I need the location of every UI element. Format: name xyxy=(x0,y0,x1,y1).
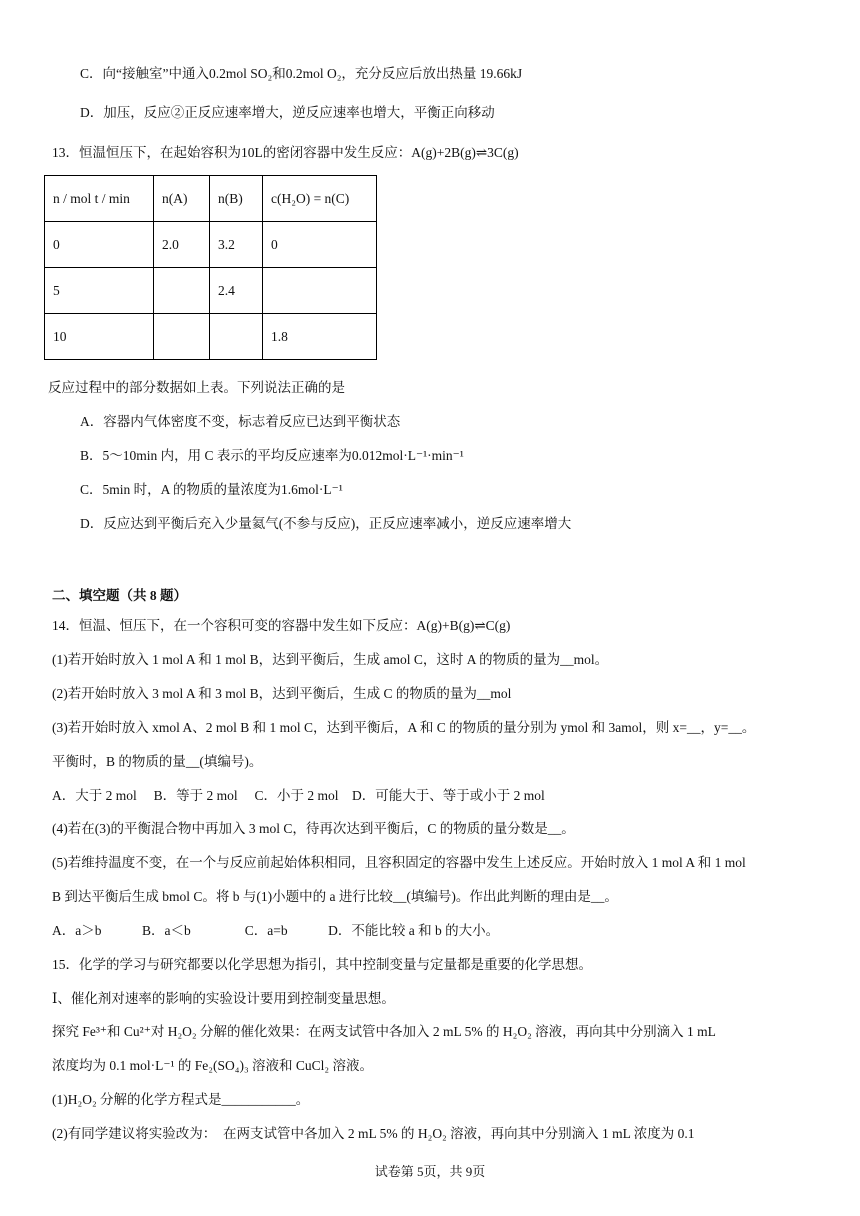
q12-option-c: C．向“接触室”中通入0.2mol SO₂和0.2mol O₂，充分反应后放出热量 19.66kJ xyxy=(80,66,523,81)
table-row xyxy=(45,314,377,360)
table-header-cell: n / mol t / min xyxy=(45,176,154,222)
q13-option-d: D．反应达到平衡后充入少量氦气(不参与反应)，正反应速率减小，逆反应速率增大 xyxy=(80,516,572,531)
q15-part-1: (1)H₂O₂ 分解的化学方程式是___________。 xyxy=(52,1092,310,1107)
table-header-cell: n(B) xyxy=(210,176,263,222)
table-cell xyxy=(210,314,263,360)
q13-option-a: A．容器内气体密度不变，标志着反应已达到平衡状态 xyxy=(80,414,401,429)
q13-option-b: B．5～10min 内，用 C 表示的平均反应速率为0.012mol·L⁻¹·min⁻¹ xyxy=(80,448,464,463)
q13-stem: 13．恒温恒压下，在起始容积为10L的密闭容器中发生反应：A(g)+2B(g)⇌3C(g) xyxy=(52,145,519,160)
q12-option-d: D．加压，反应②正反应速率增大，逆反应速率也增大，平衡正向移动 xyxy=(80,105,495,120)
q14-part-5b: B 到达平衡后生成 bmol C。将 b 与(1)小题中的 a 进行比较__(填编号)。作出此判断的理由是__。 xyxy=(52,889,618,904)
table-cell: 2.0 xyxy=(154,222,210,268)
q14-part-3-options: A．大于 2 mol B．等于 2 mol C．小于 2 mol D．可能大于、等于或小于 2 mol xyxy=(52,788,545,803)
q15-part-I: Ⅰ、催化剂对速率的影响的实验设计要用到控制变量思想。 xyxy=(52,991,395,1006)
table-cell: 0 xyxy=(45,222,154,268)
q15-experiment-line1: 探究 Fe³⁺和 Cu²⁺对 H₂O₂ 分解的催化效果：在两支试管中各加入 2 mL 5% 的 H₂O₂ 溶液，再向其中分别滴入 1 mL xyxy=(52,1024,716,1039)
table-cell: 3.2 xyxy=(210,222,263,268)
table-header-cell: c(H₂O) = n(C) xyxy=(263,176,377,222)
page-footer: 试卷第 5页，共 9页 xyxy=(374,1164,486,1179)
q14-part-3: (3)若开始时放入 xmol A、2 mol B 和 1 mol C，达到平衡后，A 和 C 的物质的量分别为 ymol 和 3amol，则 x=__，y=__。 xyxy=(52,720,756,735)
table-cell: 5 xyxy=(45,268,154,314)
table-row xyxy=(45,222,377,268)
q15-experiment-line2: 浓度均为 0.1 mol·L⁻¹ 的 Fe₂(SO₄)₃ 溶液和 CuCl₂ 溶液。 xyxy=(52,1058,374,1073)
q13-after-table: 反应过程中的部分数据如上表。下列说法正确的是 xyxy=(48,380,345,395)
table-cell: 2.4 xyxy=(210,268,263,314)
table-header-row xyxy=(45,176,377,222)
q15-stem: 15．化学的学习与研究都要以化学思想为指引，其中控制变量与定量都是重要的化学思想。 xyxy=(52,957,592,972)
q14-part-1: (1)若开始时放入 1 mol A 和 1 mol B，达到平衡后，生成 amol C，这时 A 的物质的量为__mol。 xyxy=(52,652,609,667)
table-row xyxy=(45,268,377,314)
table-header-cell: n(A) xyxy=(154,176,210,222)
q14-part-2: (2)若开始时放入 3 mol A 和 3 mol B，达到平衡后，生成 C 的物质的量为__mol xyxy=(52,686,512,701)
q13-data-table xyxy=(44,175,377,360)
q14-part-4: (4)若在(3)的平衡混合物中再加入 3 mol C，待再次达到平衡后，C 的物质的量分数是__。 xyxy=(52,821,575,836)
table-cell: 1.8 xyxy=(263,314,377,360)
table-cell: 0 xyxy=(263,222,377,268)
table-cell xyxy=(154,314,210,360)
table-cell: 10 xyxy=(45,314,154,360)
q14-part-5-options: A．a＞b B．a＜b C．a=b D．不能比较 a 和 b 的大小。 xyxy=(52,923,500,938)
section-heading: 二、填空题（共 8 题） xyxy=(52,588,187,603)
q13-option-c: C．5min 时，A 的物质的量浓度为1.6mol·L⁻¹ xyxy=(80,482,343,497)
q14-stem: 14．恒温、恒压下，在一个容积可变的容器中发生如下反应：A(g)+B(g)⇌C(g) xyxy=(52,618,511,633)
table-cell xyxy=(154,268,210,314)
q15-part-2: (2)有同学建议将实验改为： 在两支试管中各加入 2 mL 5% 的 H₂O₂ 溶液，再向其中分别滴入 1 mL 浓度为 0.1 xyxy=(52,1126,695,1141)
table-cell xyxy=(263,268,377,314)
q14-part-3b: 平衡时，B 的物质的量__(填编号)。 xyxy=(52,754,263,769)
q14-part-5: (5)若维持温度不变，在一个与反应前起始体积相同，且容积固定的容器中发生上述反应。开始时放入 1 mol A 和 1 mol xyxy=(52,855,746,870)
